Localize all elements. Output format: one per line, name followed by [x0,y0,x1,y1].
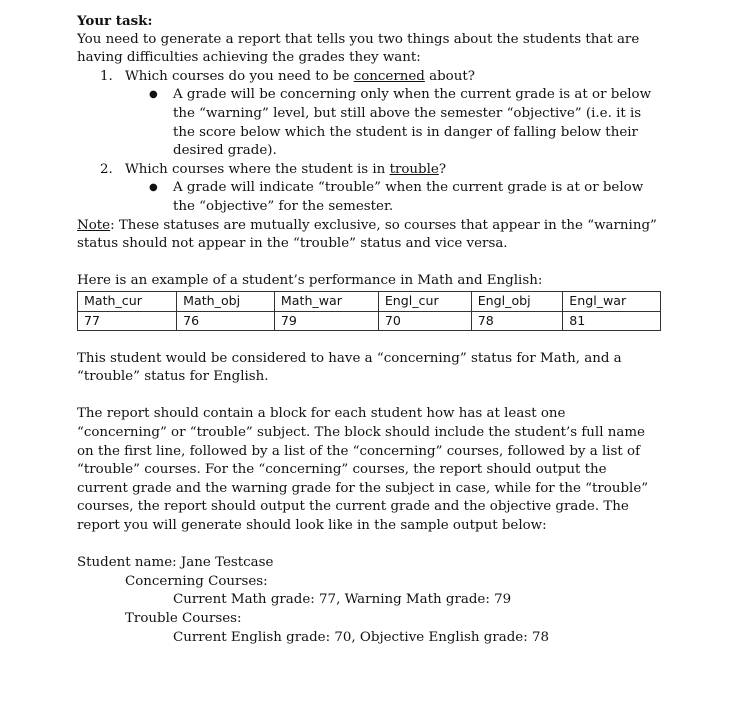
document-body [77,12,667,647]
numbered-item-2 [77,161,667,180]
bullet-line: desired grade). [173,143,277,159]
item-text: Which courses where the student is in trouble? [125,161,446,177]
report-paragraph-line: current grade and the warning grade for the subject in case, while for the “trouble” [77,480,649,496]
report-paragraph-line: courses, the report should output the current grade and the objective grade. The [77,499,629,515]
status-paragraph-line: This student would be considered to have a “concerning” status for Math, and a [77,350,622,366]
underlined-term: concerned [353,68,425,84]
bullet-line: the score below which the student is in danger of falling below their [173,124,638,140]
bullet-icon: ● [149,89,158,101]
numbered-item-1 [77,68,667,87]
item-number: 2. [100,161,113,177]
sample-concerning-line: Current Math grade: 77, Warning Math grade: 79 [173,592,512,608]
intro-line: You need to generate a report that tells you two things about the students that are [77,31,640,47]
table-header-row [78,291,661,311]
report-paragraph-line: The report should contain a block for each student how has at least one [77,406,566,422]
table-header-cell: Engl_cur [378,291,471,311]
sample-trouble-label: Trouble Courses: [125,611,242,626]
report-paragraph-line: report you will generate should look like in the sample output below: [77,518,547,534]
bullet-line: the “warning” level, but still above the semester “objective” (i.e. it is [173,105,642,121]
underlined-term: trouble [389,161,439,177]
bullet-line: the “objective” for the semester. [173,198,394,214]
table-header-cell: Math_obj [177,291,275,311]
table-header-cell: Math_cur [78,291,177,311]
item-text: Which courses do you need to be concerned about? [125,68,475,84]
sample-trouble-line: Current English grade: 70, Objective English grade: 78 [173,629,550,645]
task-heading: Your task: [77,13,153,29]
table-header-cell: Math_war [274,291,378,311]
bullet-item [77,179,667,216]
sample-concerning-label: Concerning Courses: [125,573,268,589]
note-line: Note: These statuses are mutually exclusive, so courses that appear in the “warning” [77,217,657,233]
intro-line: having difficulties achieving the grades they want: [77,50,421,66]
bullet-line: A grade will be concerning only when the current grade is at or below [173,87,652,103]
bullet-line: A grade will indicate “trouble” when the current grade is at or below [173,180,644,196]
bullet-item [77,86,667,160]
table-header-cell: Engl_war [563,291,661,311]
note-line: status should not appear in the “trouble” status and vice versa. [77,236,508,252]
sample-student-line: Student name: Jane Testcase [77,555,274,571]
status-paragraph-line: “trouble” status for English. [77,369,269,385]
report-paragraph-line: on the first line, followed by a list of the “concerning” courses, followed by a list of [77,443,641,459]
report-paragraph-line: “trouble” courses. For the “concerning” courses, the report should output the [77,462,607,478]
table-header-cell: Engl_obj [471,291,563,311]
table-cell: 77 [78,311,177,331]
table-row [78,311,661,331]
note-label: Note [77,217,111,233]
report-paragraph-line: “concerning” or “trouble” subject. The block should include the student’s full name [77,425,645,441]
bullet-icon: ● [149,182,158,194]
table-cell: 81 [563,311,661,331]
performance-table [77,291,661,331]
item-number: 1. [100,68,113,84]
table-cell: 78 [471,311,563,331]
table-cell: 70 [378,311,471,331]
table-cell: 76 [177,311,275,331]
table-cell: 79 [274,311,378,331]
example-intro: Here is an example of a student’s performance in Math and English: [77,273,543,289]
